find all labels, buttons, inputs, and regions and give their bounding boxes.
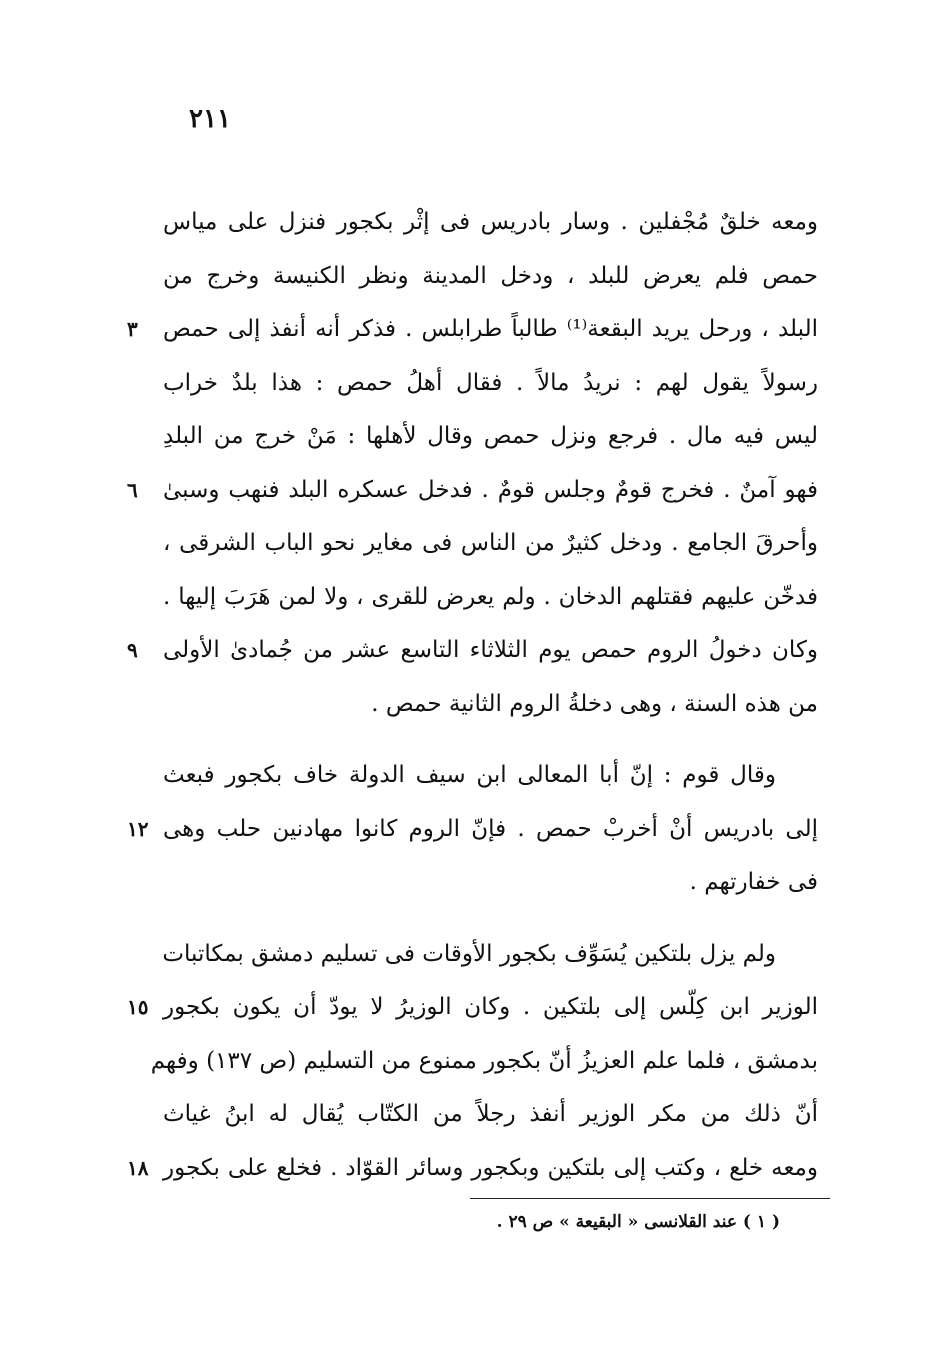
text-line: فهو آمنٌ . فخرج قومٌ وجلس قومٌ . فدخل عسكره البلد فنهب وسبىٰ ٦ [163,464,818,518]
footnote-separator [470,1198,830,1199]
paragraph-gap [163,731,818,749]
text-line: من هذه السنة ، وهى دخلةُ الروم الثانية حمص . [371,690,818,717]
line-number: ٣ [127,317,138,341]
line-number: ١٢ [127,816,149,841]
main-text [127,196,818,1195]
text-line: أنّ ذلك من مكر الوزير أنفذ رجلاً من الكتّاب يُقال له ابنُ غياث [163,1101,818,1127]
footnote: ( ١ ) عند القلانسى « البقيعة » ص ٢٩ . [496,1212,780,1232]
text-line: بدمشق ، فلما علم العزيزُ أنّ بكجور ممنوع من التسليم (ص ١٣٧) وفهم [150,1047,818,1074]
text-line: رسولاً يقول لهم : نريدُ مالاً . فقال أهلُ حمص : هذا بلدٌ خراب [163,369,818,396]
text-line: وكان دخولُ الروم حمص يوم الثلاثاء التاسع عشر من جُمادىٰ الأولى ٩ [163,624,818,678]
line-number: ٦ [127,477,138,502]
paragraph-gap [163,910,818,928]
text-line: وأحرقَ الجامع . ودخل كثيرٌ من الناس فى مغاير نحو الباب الشرقى ، [163,530,818,556]
text-line: ومعه خلقٌ مُجْفلين . وسار بادريس فى إثْر بكجور فنزل على مياس [163,209,818,235]
line-number: ١٥ [127,995,149,1019]
text-line: وقال قوم : إنّ أبا المعالى ابن سيف الدولة خاف بكجور فبعث [163,762,776,788]
text-line: الوزير ابن كِلّس إلى بلتكين . وكان الوزيرُ لا يودّ أن يكون بكجور ١٥ [163,981,818,1035]
text-line: ولم يزل بلتكين يُسَوِّف بكجور الأوقات فى تسليم دمشق بمكاتبات [162,940,776,967]
text-line: ليس فيه مال . فرجع ونزل حمص وقال لأهلها : مَنْ خرج من البلدِ [163,423,818,449]
text-line: إلى بادريس أنْ أخربْ حمص . فإنّ الروم كانوا مهادنين حلب وهى ١٢ [163,803,818,857]
page-number: ٢١١ [189,104,231,134]
line-number: ٩ [127,638,138,662]
text-line: حمص فلم يعرض للبلد ، ودخل المدينة ونظر الكنيسة وخرج من [163,262,818,289]
text-line: البلد ، ورحل يريد البقعة⁽¹⁾ طالباً طرابلس . فذكر أنه أنفذ إلى حمص ٣ [163,303,818,357]
text-line: فى خفارتهم . [689,869,818,895]
text-line: ومعه خلع ، وكتب إلى بلتكين وبكجور وسائر القوّاد . فخلع على بكجور ١٨ [163,1142,818,1196]
line-number: ١٨ [127,1155,149,1180]
text-line: فدخّن عليهم فقتلهم الدخان . ولم يعرض للقرى ، ولا لمن هَرَبَ إليها . [163,583,818,610]
